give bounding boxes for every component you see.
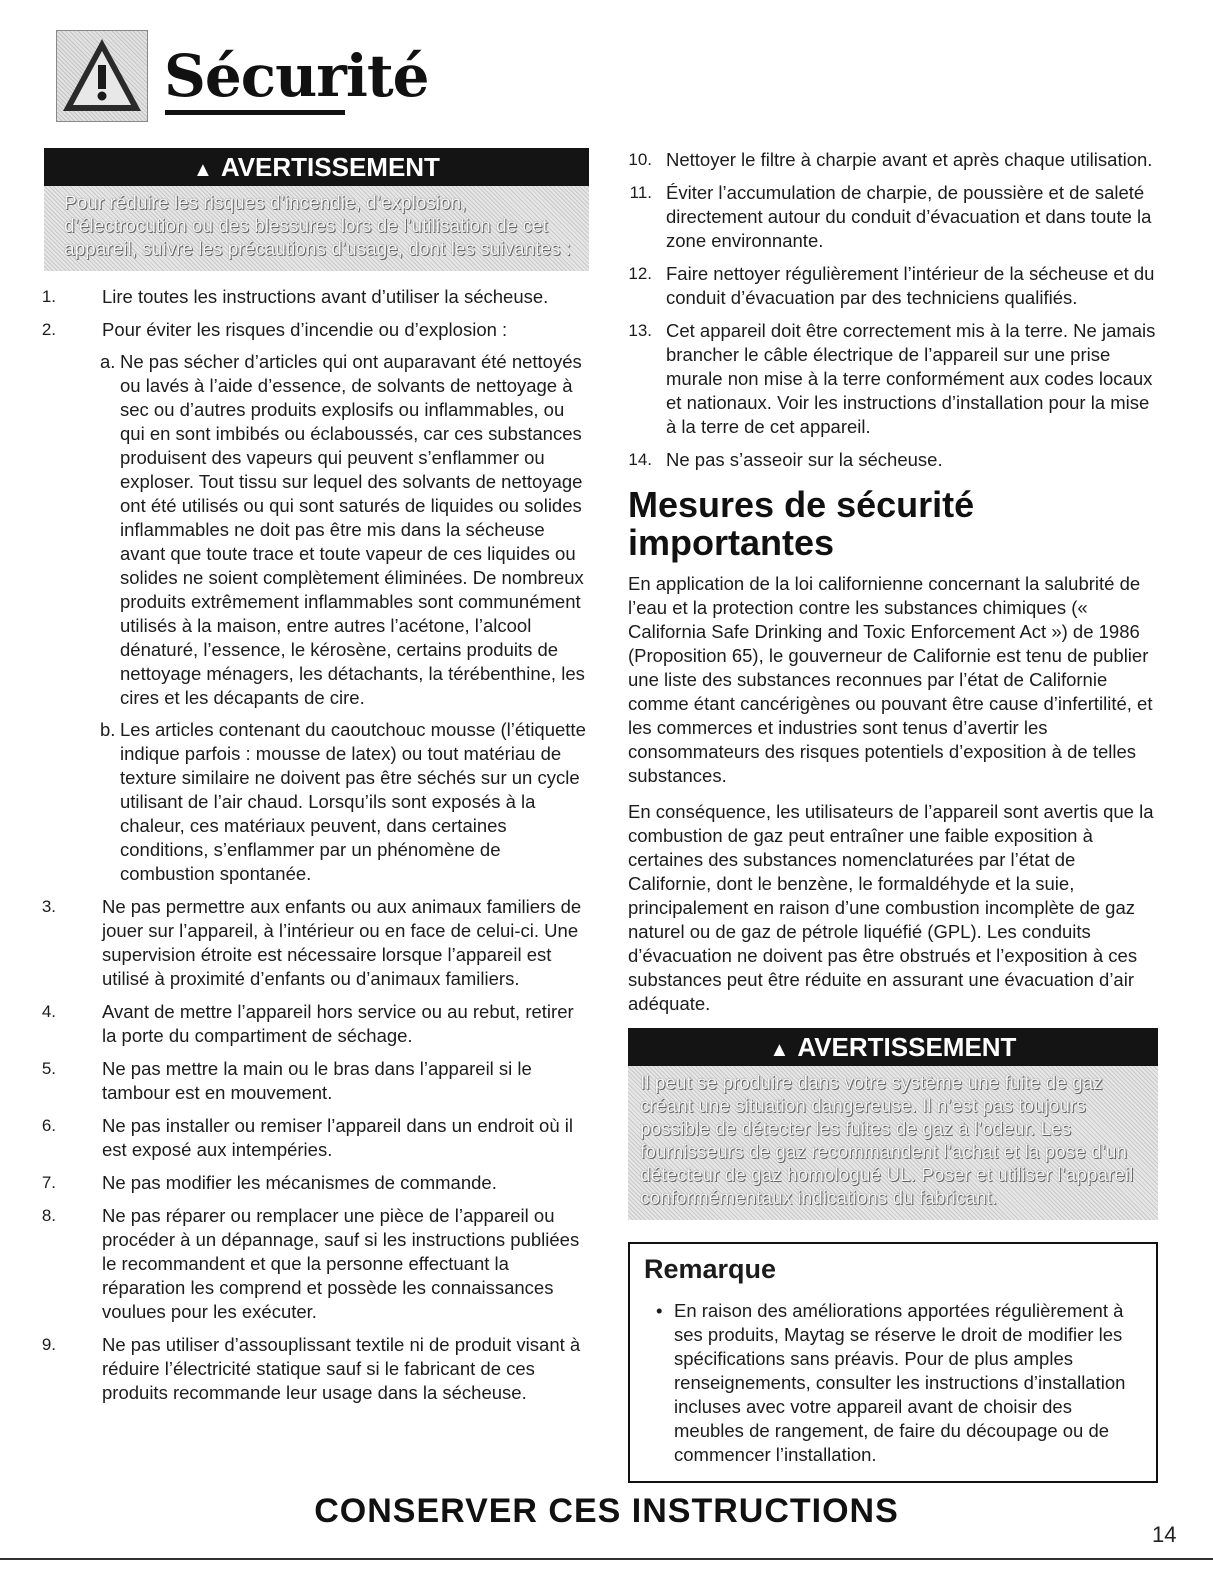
warning-box-gas <box>628 1028 1158 1220</box>
sub-item <box>102 718 589 886</box>
footer-title: CONSERVER CES INSTRUCTIONS <box>314 1492 899 1530</box>
item-text: Pour éviter les risques d’incendie ou d’explosion : <box>102 319 508 340</box>
bullet-icon: • <box>656 1300 663 1321</box>
warning-heading <box>44 148 589 186</box>
list-item <box>628 448 1158 472</box>
list-item <box>41 1057 589 1105</box>
item-number: 9. <box>41 1335 56 1354</box>
item-number: 11. <box>629 183 652 202</box>
note-title: Remarque <box>644 1254 777 1284</box>
note-bullet <box>644 1299 1142 1467</box>
warning-line: d’électrocution ou des blessures lors de l’utilisation de cet <box>64 216 548 237</box>
warning-heading-text: AVERTISSEMENT <box>797 1032 1017 1062</box>
warning-triangle-icon: ▲ <box>193 159 213 181</box>
item-number: 13. <box>628 321 652 340</box>
item-number: 8. <box>41 1206 56 1225</box>
item-text: Lire toutes les instructions avant d’utiliser la sécheuse. <box>102 286 549 307</box>
bottom-rule <box>0 1558 1213 1560</box>
item-number: 2. <box>41 320 56 339</box>
list-item <box>41 1333 589 1405</box>
section-paragraph: En conséquence, les utilisateurs de l’appareil sont avertis que la combustion de gaz peut entraîner une faible exposition à certaines des substances nomenclaturées par l’état de Californie, dont le benzène, le formaldéhyde et la suie, principalement en raison d’une combustion incomplète de gaz naturel ou de gaz de pétrole liquéfié (GPL). Les conduits d’évacuation ne doivent pas être obstrués et l’exposition à ces substances peut être réduite en assurant une évacuation d’air adéquate. <box>628 801 1154 1014</box>
list-item <box>41 285 589 309</box>
list-item <box>628 319 1158 439</box>
item-number: 7. <box>41 1173 56 1192</box>
sub-item-letter: b. <box>100 719 116 740</box>
warning-body <box>628 1066 1158 1220</box>
item-number: 3. <box>41 897 56 916</box>
note-text: En raison des améliorations apportées régulièrement à ses produits, Maytag se réserve le droit de modifier les spécifications sans préavis. Pour de plus amples renseignements, consulter les instructions d’installation incluses avec votre appareil avant de choisir des meubles de rangement, de faire du découpage ou de commencer l’installation. <box>674 1300 1126 1465</box>
warning-line: Pour réduire les risques d’incendie, d’explosion, <box>64 193 467 214</box>
item-number: 10. <box>628 150 652 169</box>
safety-list-right <box>628 148 1158 472</box>
warning-triangle-icon: ▲ <box>769 1039 790 1061</box>
sub-item-letter: a. <box>100 351 116 372</box>
warning-line: Il peut se produire dans votre système une fuite de gaz <box>640 1073 1103 1094</box>
list-item <box>41 1000 589 1048</box>
page-number: 14 <box>1152 1522 1177 1547</box>
item-number: 1. <box>41 287 56 306</box>
item-text: Ne pas permettre aux enfants ou aux animaux familiers de jouer sur l’appareil, à l’intérieur ou en face de celui-ci. Une supervision étroite est nécessaire lorsque l’appareil est utilisé à proximité d’enfants ou d’animaux familiers. <box>102 896 582 989</box>
safety-list-left <box>41 285 589 1405</box>
warning-line: fournisseurs de gaz recommandent l’achat et la pose d’un <box>640 1142 1127 1163</box>
note-box <box>628 1242 1158 1483</box>
sub-item-text: Les articles contenant du caoutchouc mousse (l’étiquette indique parfois : mousse de latex) ou tout matériau de texture similaire ne doivent pas être séchés sur un cycle utilisant de l’air chaud. Lorsqu’ils sont exposés à la chaleur, ces matériaux peuvent, dans certaines conditions, s’enflammer par un phénomène de combustion spontanée. <box>120 719 586 884</box>
item-number: 6. <box>41 1116 56 1135</box>
title-underline <box>165 110 345 115</box>
item-text: Faire nettoyer régulièrement l’intérieur de la sécheuse et du conduit d’évacuation par des techniciens qualifiés. <box>666 263 1155 308</box>
item-text: Ne pas s’asseoir sur la sécheuse. <box>666 449 943 470</box>
list-item <box>41 1114 589 1162</box>
warning-body <box>44 186 589 271</box>
list-item <box>628 181 1158 253</box>
list-item <box>41 1204 589 1324</box>
list-item <box>628 262 1158 310</box>
item-number: 12. <box>628 264 652 283</box>
warning-icon <box>56 30 148 122</box>
item-number: 4. <box>41 1002 56 1021</box>
item-text: Éviter l’accumulation de charpie, de poussière et de saleté directement autour du conduit d’évacuation et dans toute la zone environnante. <box>666 182 1152 251</box>
list-item <box>41 895 589 991</box>
sub-item <box>102 350 589 710</box>
item-text: Nettoyer le filtre à charpie avant et après chaque utilisation. <box>666 149 1153 170</box>
item-number: 5. <box>41 1059 56 1078</box>
item-text: Ne pas modifier les mécanismes de commande. <box>102 1172 497 1193</box>
warning-line: possible de détecter les fuites de gaz à l’odeur. Les <box>640 1119 1071 1140</box>
item-text: Ne pas réparer ou remplacer une pièce de l’appareil ou procéder à un dépannage, sauf si les instructions publiées le recommandent et que la personne effectuant la réparation les comprend et possède les connaissances voulues pour les exécuter. <box>102 1205 580 1322</box>
list-item <box>41 318 589 886</box>
left-column <box>41 148 589 1414</box>
item-text: Ne pas mettre la main ou le bras dans l’appareil si le tambour est en mouvement. <box>102 1058 532 1103</box>
warning-line: détecteur de gaz homologué UL. Poser et utiliser l’appareil <box>640 1165 1134 1186</box>
item-text: Ne pas installer ou remiser l’appareil dans un endroit où il est exposé aux intempéries. <box>102 1115 573 1160</box>
item-text: Ne pas utiliser d’assouplissant textile ni de produit visant à réduire l’électricité statique sauf si le fabricant de ces produits recommande leur usage dans la sécheuse. <box>102 1334 581 1403</box>
warning-line: conformémentaux indications du fabricant. <box>640 1188 997 1209</box>
item-text: Avant de mettre l’appareil hors service ou au rebut, retirer la porte du compartiment de séchage. <box>102 1001 574 1046</box>
section-title: Mesures de sécurité importantes <box>628 484 975 563</box>
item-number: 14. <box>628 450 652 469</box>
warning-line: appareil, suivre les précautions d’usage, dont les suivantes : <box>64 239 571 260</box>
warning-line: créant une situation dangereuse. Il n’est pas toujours <box>640 1096 1086 1117</box>
list-item <box>628 148 1158 172</box>
page-title: Sécurité <box>164 42 429 110</box>
right-column <box>628 148 1158 1483</box>
page-header <box>56 30 429 122</box>
list-item <box>41 1171 589 1195</box>
sub-item-text: Ne pas sécher d’articles qui ont auparavant été nettoyés ou lavés à l’aide d’essence, de solvants de nettoyage à sec ou d’autres produits explosifs ou inflammables, ou qui en sont imbibés ou éclaboussés, car ces substances produisent des vapeurs qui peuvent s’enflammer ou exploser. Tout tissu sur lequel des solvants de nettoyage ont été utilisés ou qui sont saturés de liquides ou solides inflammables ne doit pas être mis dans la sécheuse avant que toute trace et toute vapeur de ces liquides ou solides ne soient complètement éliminées. De nombreux produits extrêmement inflammables sont communément utilisés à la maison, entre autres l’acétone, l’alcool dénaturé, l’essence, le kérosène, certains produits de nettoyage ménagers, les détachants, la térébenthine, les cires et les décapants de cire. <box>120 351 585 708</box>
warning-heading-text: AVERTISSEMENT <box>220 152 440 182</box>
warning-heading <box>628 1028 1158 1066</box>
item-text: Cet appareil doit être correctement mis à la terre. Ne jamais brancher le câble électrique de l’appareil sur une prise murale non mise à la terre conformément aux codes locaux et nationaux. Voir les instructions d’installation pour la mise à la terre de cet appareil. <box>666 320 1156 437</box>
warning-box-fire <box>44 148 589 271</box>
section-paragraph: En application de la loi californienne concernant la salubrité de l’eau et la protection contre les substances chimiques (« California Safe Drinking and Toxic Enforcement Act ») de 1986 (Proposition 65), le gouverneur de Californie est tenu de publier une liste des substances reconnues par l’état de Californie comme étant cancérigènes ou pouvant être cause d’infertilité, et les commerces et industries sont tenus d’avertir les consommateurs des risques potentiels d’exposition à de telles substances. <box>628 573 1153 786</box>
